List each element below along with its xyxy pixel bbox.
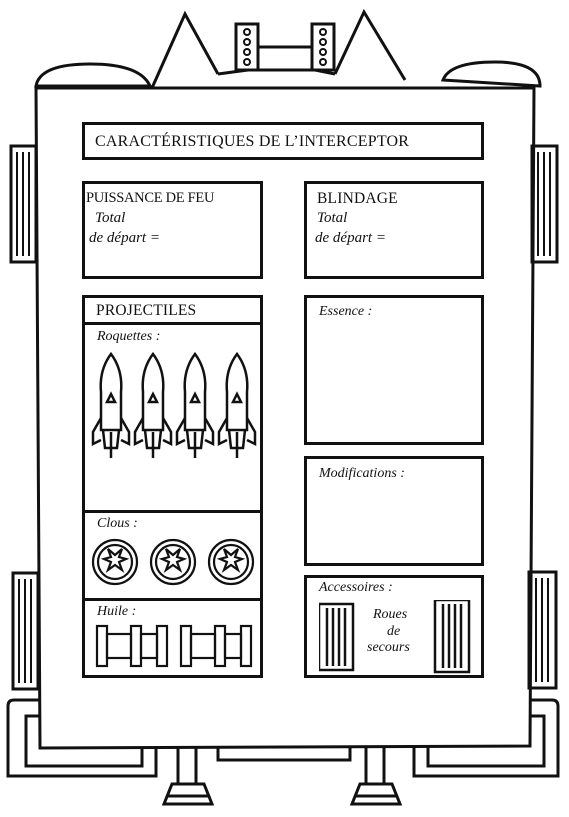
rockets-label: Roquettes : [97,329,161,344]
oil-divider [85,598,260,601]
nail-spike-icon [93,540,137,584]
exhaust-right [352,748,400,804]
oil-label: Huile : [97,604,137,619]
rocket-icon [177,354,213,458]
title-box [82,122,484,160]
right-fin [335,12,405,80]
projectiles-box [82,295,263,678]
modifications-box[interactable] [304,456,484,566]
firepower-heading: PUISSANCE DE FEU [86,190,215,206]
oil-barrel-icon [97,626,167,666]
rocket-icon [93,354,129,458]
nails-label: Clous : [97,516,138,531]
modifications-label: Modifications : [319,466,405,481]
armor-total-label: Total [317,210,348,226]
left-light-bar [236,24,258,70]
exhaust-left [164,748,212,804]
accessories-box[interactable] [304,575,484,678]
firepower-start-label: de départ = [89,230,160,246]
sheet-title: CARACTÉRISTIQUES DE L’INTERCEPTOR [95,133,410,150]
nail-spike-icon [151,540,195,584]
rocket-icon [219,354,255,458]
firepower-total-label: Total [95,210,126,226]
projectiles-heading: PROJECTILES [96,302,197,319]
armor-heading: BLINDAGE [317,190,398,207]
nails-group [91,538,257,588]
accessories-label: Accessoires : [319,580,393,595]
spare-wheels-line1: Roues [373,607,408,622]
rocket-icon [135,354,171,458]
left-fin [152,14,218,88]
spare-wheels-line3: secours [367,640,410,655]
right-front-dome [443,62,540,86]
spare-wheel-icon [435,600,469,672]
oil-group [95,624,259,670]
left-front-dome [36,64,150,86]
firepower-box[interactable] [82,181,263,279]
oil-barrel-icon [181,626,251,666]
spare-wheel-icon [319,604,353,670]
projectiles-divider [85,322,260,325]
fuel-label: Essence : [319,304,373,319]
nail-spike-icon [209,540,253,584]
armor-box[interactable] [304,181,484,279]
right-light-bar [312,24,334,70]
nails-divider [85,510,260,513]
armor-start-label: de départ = [315,230,386,246]
fuel-box[interactable] [304,295,484,445]
rockets-group [89,352,259,464]
spare-wheels-line2: de [387,624,401,639]
